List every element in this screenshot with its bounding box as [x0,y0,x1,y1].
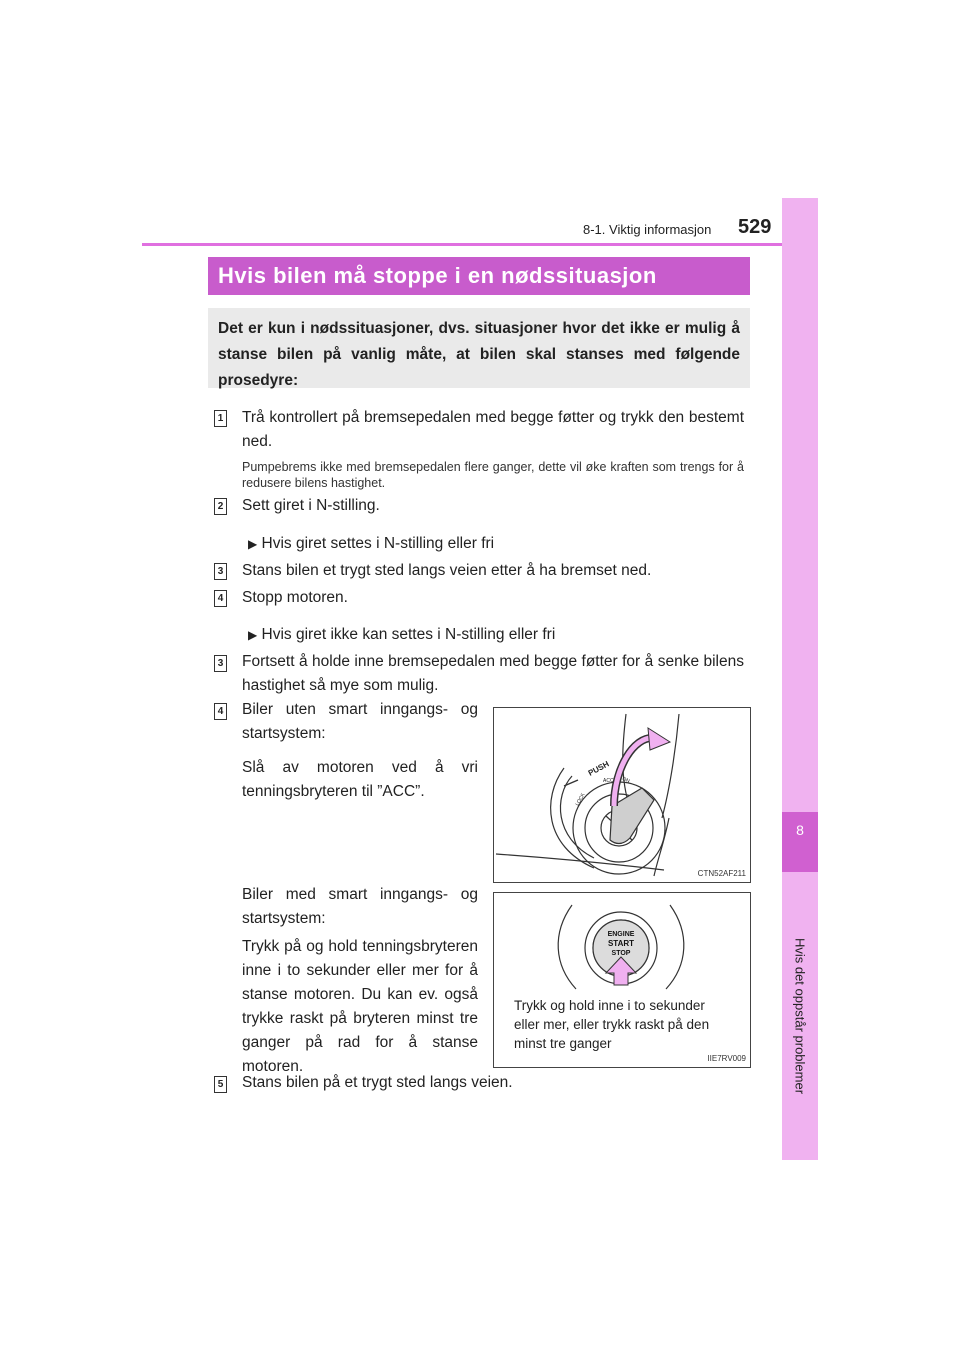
chapter-title-tab[interactable] [782,872,818,1160]
on-label: ON [621,776,631,785]
step-number: 2 [214,498,227,515]
step-text: Stans bilen på et trygt sted langs veien. [242,1074,513,1091]
button-line-start: START [607,939,635,948]
step-text: Stans bilen et trygt sted langs veien etter å ha bremset ned. [242,562,652,579]
step-number: 1 [214,410,227,427]
step-number: 5 [214,1076,227,1093]
engine-start-button-illustration [494,893,750,1003]
engine-switch-figure [493,892,751,1068]
step-note: Pumpebrems ikke med bremsepedalen flere ganger, dette vil øke kraften som trengs for å redusere bilens hastighet. [242,460,744,490]
step-text: Trå kontrollert på bremsepedalen med begge føtter og trykk den bestemt ned. [242,409,744,450]
step-text-smart-title: Biler med smart inngangs- og startsystem: [242,886,478,927]
step-number: 4 [214,590,227,607]
figure-code: CTN52AF211 [697,869,746,878]
page-title: Hvis bilen må stoppe i en nødssituasjon [218,263,657,288]
step-text: Sett giret i N-stilling. [242,497,380,514]
chapter-number-tab[interactable] [782,812,818,872]
chapter-title: Hvis det oppstår problemer [792,937,808,1095]
case-heading: ▶ Hvis giret settes i N-stilling eller fri [248,535,495,552]
page-title-bar [208,257,750,295]
step-text-smart: Trykk på og hold tenningsbryteren inne i to sekunder eller mer for å stanse motoren. Du kan ev. også trykke raskt på bryteren minst tre ganger på rad for å stanse motoren. [242,938,478,1075]
section-title: 8-1. Viktig informasjon [583,222,712,237]
ignition-switch-illustration [494,708,750,882]
triangle-bullet-icon: ▶ [248,537,258,551]
intro-box [208,308,750,388]
step-text: Stopp motoren. [242,589,348,606]
triangle-bullet-icon: ▶ [248,628,258,642]
push-label: PUSH [586,759,611,778]
button-line-engine: ENGINE [607,931,635,938]
figure-code: IIE7RV009 [707,1054,746,1063]
chapter-number: 8 [796,822,804,838]
chapter-tab-top [782,198,818,812]
ignition-key-figure [493,707,751,883]
step-number: 3 [214,563,227,580]
button-line-stop: STOP [611,950,631,957]
figure-caption: Trykk og hold inne i to sekunder eller mer, eller trykk raskt på den minst tre ganger [514,998,710,1051]
acc-label: ACC [603,778,614,784]
step-text-no-smart: Slå av motoren ved å vri tenningsbryteren til ”ACC”. [242,759,478,800]
intro-text: Det er kun i nødssituasjoner, dvs. situasjoner hvor det ikke er mulig å stanse bilen på vanlig måte, at bilen skal stanses med følgende prosedyre: [218,320,740,389]
case-heading: ▶ Hvis giret ikke kan settes i N-stilling eller fri [248,626,556,643]
step-number: 3 [214,655,227,672]
step-text-no-smart-title: Biler uten smart inngangs- og startsystem: [242,701,478,742]
page-number: 529 [738,216,772,238]
step-number: 4 [214,703,227,720]
step-text: Fortsett å holde inne bremsepedalen med begge føtter for å senke bilens hastighet så mye som mulig. [242,653,744,694]
lock-label: LOCK [574,792,587,807]
header-divider [142,243,782,246]
